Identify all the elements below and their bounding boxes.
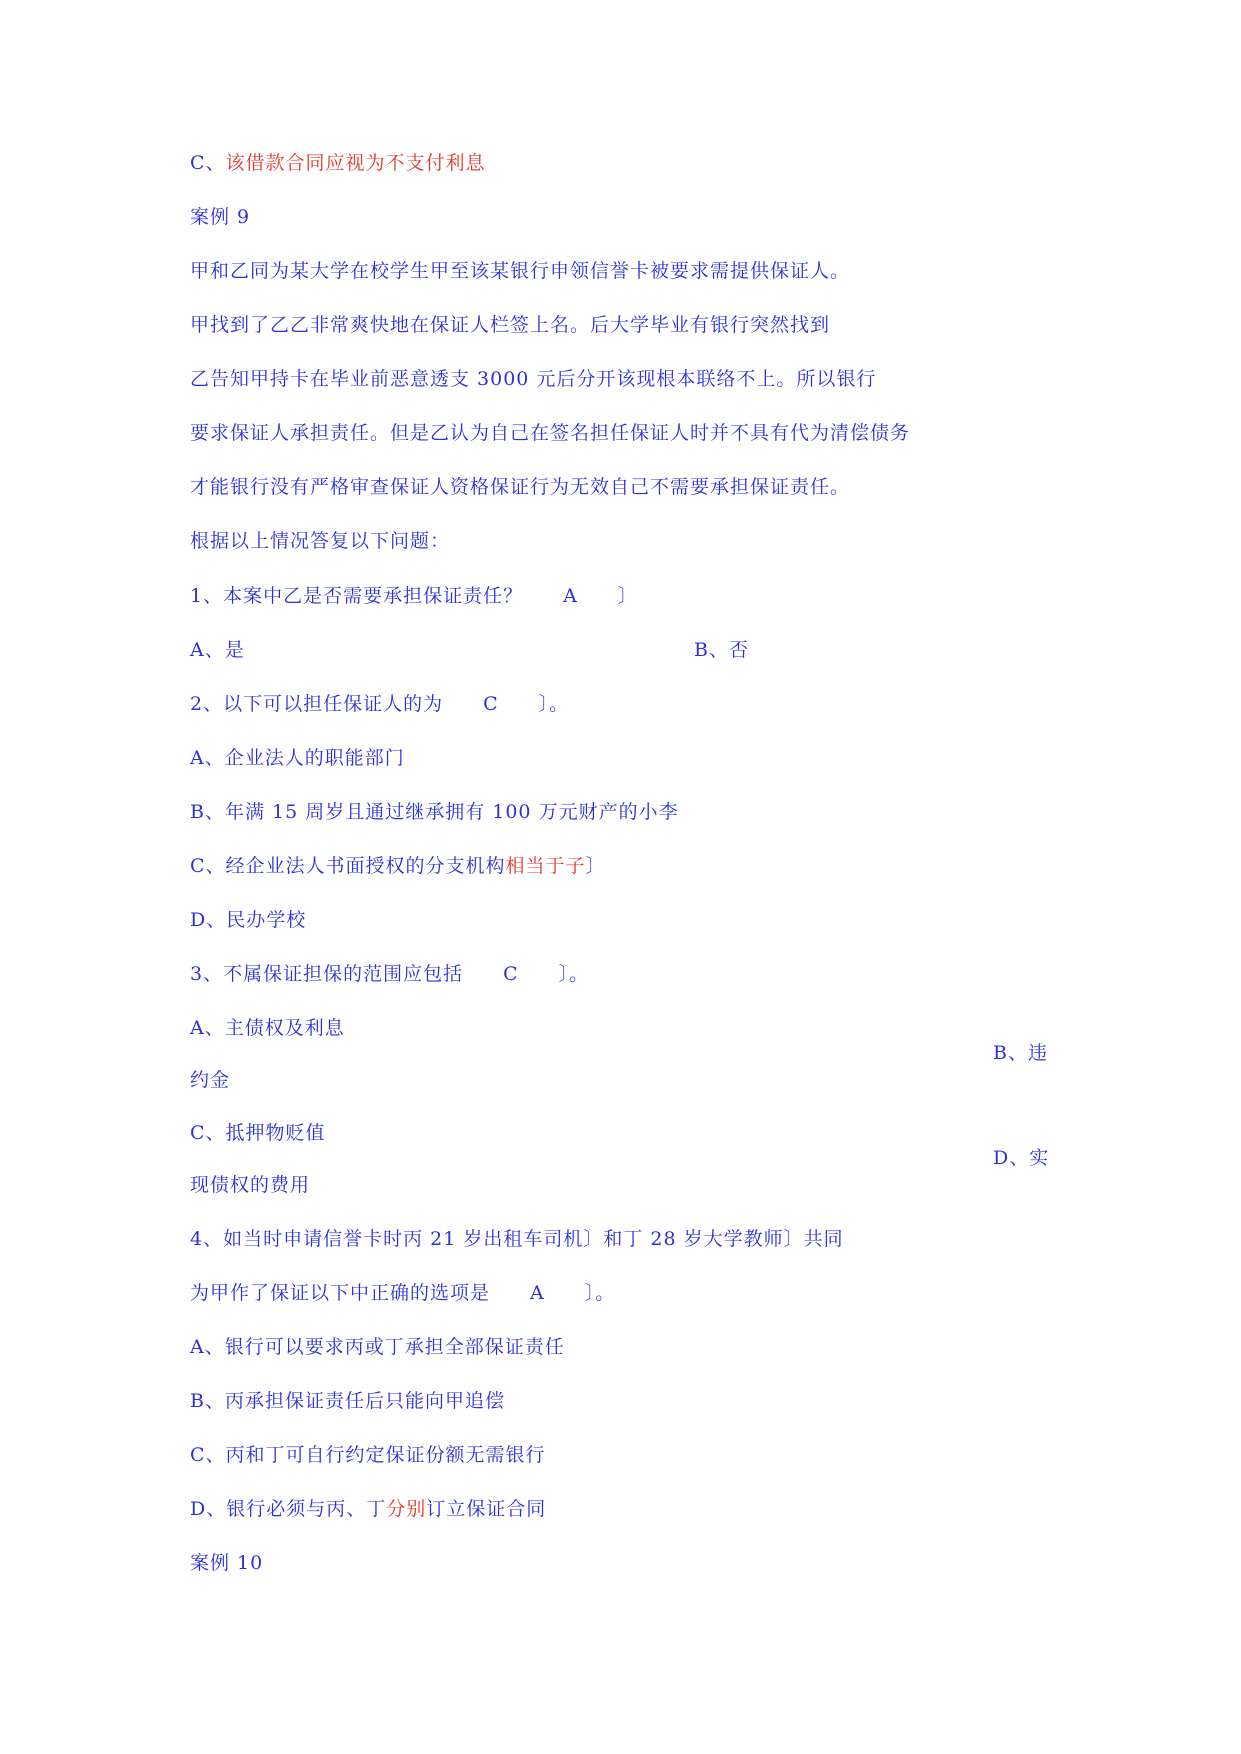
q4-option-d xyxy=(190,1497,546,1521)
prev-option-c xyxy=(190,151,486,175)
q2-option-a: A、企业法人的职能部门 xyxy=(190,747,405,769)
case10-title: 案例 10 xyxy=(190,1552,264,1574)
q3-question: 3、不属保证担保的范围应包括 C 〕。 xyxy=(190,963,590,985)
q4-question-line2: 为甲作了保证以下中正确的选项是 A 〕。 xyxy=(190,1282,616,1304)
case9-paragraph-line: 要求保证人承担责任。但是乙认为自己在签名担任保证人时并不具有代为清偿债务 xyxy=(190,422,911,444)
option-text-tail: 订立保证合同 xyxy=(426,1498,547,1520)
q4-question-line1: 4、如当时申请信誉卡时丙 21 岁出租车司机〕和丁 28 岁大学教师〕共同 xyxy=(190,1228,844,1250)
option-text-highlight: 相当于子 xyxy=(505,855,586,877)
q2-question: 2、以下可以担任保证人的为 C 〕。 xyxy=(190,693,570,715)
option-text-tail: 〕 xyxy=(585,855,606,877)
q3-option-d-head: D、实 xyxy=(993,1147,1050,1169)
case9-paragraph-line: 甲找到了乙乙非常爽快地在保证人栏签上名。后大学毕业有银行突然找到 xyxy=(190,314,831,336)
q2-option-d: D、民办学校 xyxy=(190,909,307,931)
option-text: D、银行必须与丙、丁 xyxy=(190,1498,387,1520)
case9-title: 案例 9 xyxy=(190,206,251,228)
q3-option-c: C、抵押物贬值 xyxy=(190,1122,326,1144)
q2-option-c xyxy=(190,854,606,878)
q4-option-c: C、丙和丁可自行约定保证份额无需银行 xyxy=(190,1444,546,1466)
q1-question: 1、本案中乙是否需要承担保证责任？ A 〕 xyxy=(190,585,638,607)
case9-paragraph-line: 乙告知甲持卡在毕业前恶意透支 3000 元后分开该现根本联络不上。所以银行 xyxy=(190,368,877,390)
q3-option-a: A、主债权及利息 xyxy=(190,1017,345,1039)
instruction: 根据以上情况答复以下问题： xyxy=(190,530,451,552)
option-prefix: C、 xyxy=(190,152,226,174)
option-text: C、经企业法人书面授权的分支机构 xyxy=(190,855,506,877)
q3-option-d-tail: 现债权的费用 xyxy=(190,1174,311,1196)
q1-option-b: B、否 xyxy=(694,639,749,661)
q1-option-a: A、是 xyxy=(190,639,245,661)
case9-paragraph-line: 才能银行没有严格审查保证人资格保证行为无效自己不需要承担保证责任。 xyxy=(190,476,851,498)
option-text-highlight: 分别 xyxy=(386,1498,427,1520)
q4-option-b: B、丙承担保证责任后只能向甲追偿 xyxy=(190,1390,505,1412)
q3-option-b-head: B、违 xyxy=(993,1042,1048,1064)
case9-paragraph-line: 甲和乙同为某大学在校学生甲至该某银行申领信誉卡被要求需提供保证人。 xyxy=(190,260,851,282)
q4-option-a: A、银行可以要求丙或丁承担全部保证责任 xyxy=(190,1336,565,1358)
q2-option-b: B、年满 15 周岁且通过继承拥有 100 万元财产的小李 xyxy=(190,801,679,823)
option-text-highlight: 该借款合同应视为不支付利息 xyxy=(225,152,486,174)
q3-option-b-tail: 约金 xyxy=(190,1069,231,1091)
